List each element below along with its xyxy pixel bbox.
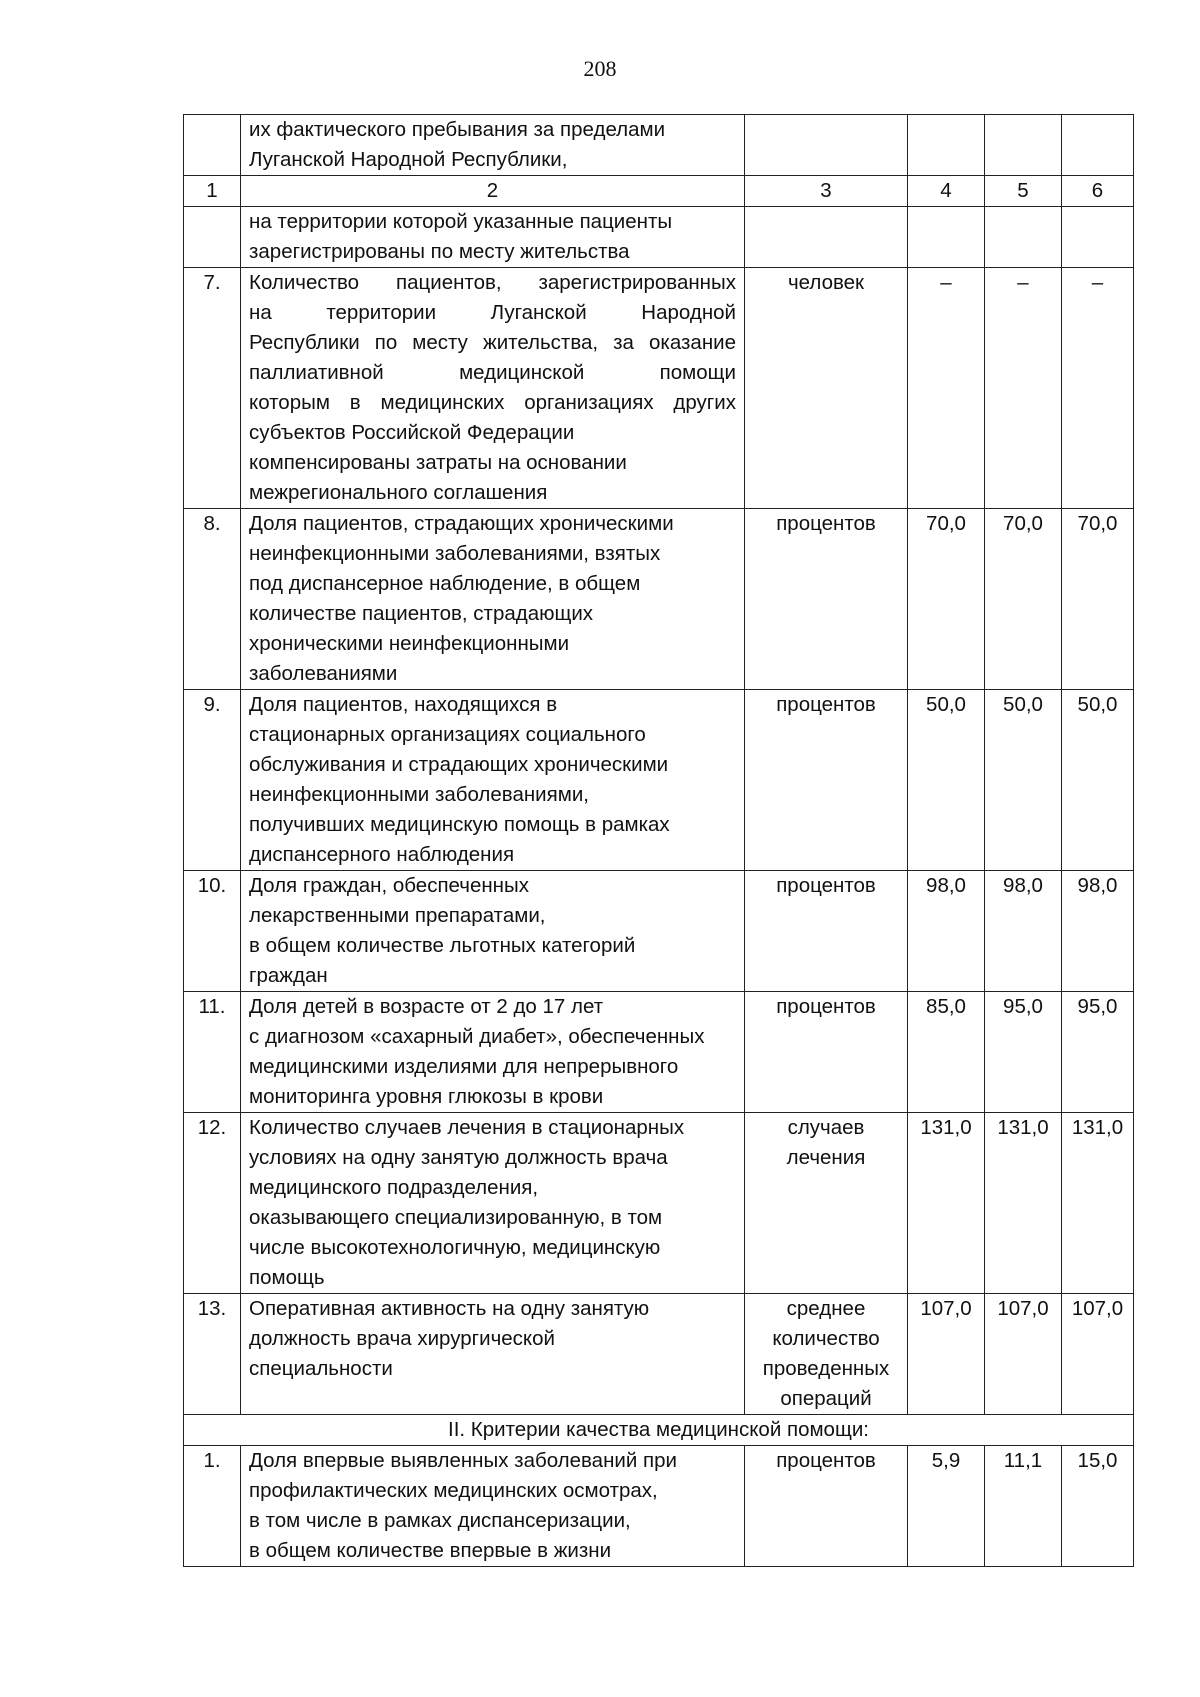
row-number: 7. [184,268,241,509]
row-unit [745,1113,908,1294]
row-value: 95,0 [985,992,1062,1113]
text-line: в том числе в рамках диспансеризации, [249,1509,631,1532]
text-line: неинфекционными заболеваниями, [249,783,589,806]
row-value: 95,0 [1062,992,1134,1113]
column-number: 2 [241,176,745,207]
text-line: в общем количестве льготных категорий [249,934,636,957]
row-number: 9. [184,690,241,871]
unit-line: процентов [776,1449,876,1472]
text-line: паллиативной медицинской помощи [249,361,736,384]
row-value: 131,0 [1062,1113,1134,1294]
table-row [184,992,1134,1113]
text-line: которым в медицинских организациях других [249,391,736,414]
text-line: специальности [249,1357,393,1380]
text-line: субъектов Российской Федерации [249,421,575,444]
text-line: в общем количестве впервые в жизни [249,1539,612,1562]
unit-line: процентов [776,693,876,716]
row-number: 12. [184,1113,241,1294]
text-line: Количество пациентов, зарегистрированных [249,271,736,294]
cell-value [985,207,1062,268]
text-line: Доля пациентов, страдающих хроническими [249,512,674,535]
cell-num [184,115,241,176]
cell-unit [745,207,908,268]
text-line: Луганской Народной Республики, [249,148,568,171]
unit-line: процентов [776,512,876,535]
table-row [184,871,1134,992]
row-value: 50,0 [908,690,985,871]
cell-num [184,207,241,268]
text-line: зарегистрированы по месту жительства [249,240,630,263]
row-number: 13. [184,1294,241,1415]
unit-line: человек [787,271,865,294]
text-line: неинфекционными заболеваниями, взятых [249,542,661,565]
text-line: на территории Луганской Народной [249,301,736,324]
row-value: – [985,268,1062,509]
row-value: 70,0 [908,509,985,690]
text-line: стационарных организациях социального [249,723,646,746]
table-row [184,1294,1134,1415]
text-line: под диспансерное наблюдение, в общем [249,572,641,595]
row-unit [745,992,908,1113]
row-description [241,1294,745,1415]
table-row [184,1113,1134,1294]
cell-description [241,115,745,176]
table-row [184,1446,1134,1567]
cell-description [241,207,745,268]
column-number: 6 [1062,176,1134,207]
row-value: 70,0 [985,509,1062,690]
text-line: лекарственными препаратами, [249,904,546,927]
row-unit [745,871,908,992]
column-number: 4 [908,176,985,207]
unit-line: среднее [786,1297,866,1320]
text-line: их фактического пребывания за пределами [249,118,666,141]
row-description [241,690,745,871]
text-line: должность врача хирургической [249,1327,555,1350]
text-line: хроническими неинфекционными [249,632,570,655]
row-description [241,992,745,1113]
page-number: 208 [583,56,617,81]
text-line: компенсированы затраты на основании [249,451,627,474]
section-row [184,1415,1134,1446]
row-value: 15,0 [1062,1446,1134,1567]
row-number: 1. [184,1446,241,1567]
text-line: медицинскими изделиями для непрерывного [249,1055,679,1078]
cell-value [908,207,985,268]
row-value: 98,0 [985,871,1062,992]
text-line: профилактических медицинских осмотрах, [249,1479,658,1502]
row-unit [745,1446,908,1567]
text-line: помощь [249,1266,325,1289]
text-line: мониторинга уровня глюкозы в крови [249,1085,604,1108]
text-line: получивших медицинскую помощь в рамках [249,813,670,836]
row-number: 8. [184,509,241,690]
row-description [241,268,745,509]
cell-unit [745,115,908,176]
row-value: 107,0 [985,1294,1062,1415]
row-description [241,1113,745,1294]
continuation-row [184,207,1134,268]
row-value: – [1062,268,1134,509]
table-row [184,690,1134,871]
table-row [184,509,1134,690]
row-value: 98,0 [1062,871,1134,992]
unit-line: количество [772,1327,880,1350]
cell-value [1062,115,1134,176]
cell-value [985,115,1062,176]
row-value: 131,0 [985,1113,1062,1294]
row-value: 98,0 [908,871,985,992]
row-value: 50,0 [1062,690,1134,871]
text-line: диспансерного наблюдения [249,843,515,866]
indicators-table [183,114,1134,1567]
row-description [241,871,745,992]
unit-line: процентов [776,995,876,1018]
text-line: обслуживания и страдающих хроническими [249,753,669,776]
text-line: Количество случаев лечения в стационарных [249,1116,685,1139]
row-value: 5,9 [908,1446,985,1567]
text-line: Республики по месту жительства, за оказание [249,331,736,354]
row-value: – [908,268,985,509]
unit-line: проведенных [762,1357,890,1380]
text-line: Доля детей в возрасте от 2 до 17 лет [249,995,604,1018]
unit-line: лечения [786,1146,866,1169]
row-description [241,1446,745,1567]
row-unit [745,268,908,509]
text-line: с диагнозом «сахарный диабет», обеспеченных [249,1025,705,1048]
column-number: 5 [985,176,1062,207]
section-title: II. Критерии качества медицинской помощи: [184,1415,1134,1446]
text-line: медицинского подразделения, [249,1176,539,1199]
row-value: 70,0 [1062,509,1134,690]
column-number-row [184,176,1134,207]
row-number: 10. [184,871,241,992]
text-line: условиях на одну занятую должность врача [249,1146,668,1169]
unit-line: процентов [776,874,876,897]
unit-line: операций [780,1387,872,1410]
row-value: 107,0 [908,1294,985,1415]
row-unit [745,1294,908,1415]
row-value: 131,0 [908,1113,985,1294]
text-line: Оперативная активность на одну занятую [249,1297,650,1320]
row-value: 50,0 [985,690,1062,871]
row-unit [745,690,908,871]
unit-line: случаев [787,1116,865,1139]
text-line: Доля граждан, обеспеченных [249,874,529,897]
text-line: Доля впервые выявленных заболеваний при [249,1449,677,1472]
text-line: Доля пациентов, находящихся в [249,693,558,716]
column-number: 1 [184,176,241,207]
text-line: на территории которой указанные пациенты [249,210,673,233]
row-description [241,509,745,690]
text-line: числе высокотехнологичную, медицинскую [249,1236,661,1259]
row-unit [745,509,908,690]
row-value: 85,0 [908,992,985,1113]
row-value: 11,1 [985,1446,1062,1567]
cell-value [908,115,985,176]
text-line: количестве пациентов, страдающих [249,602,594,625]
column-number: 3 [745,176,908,207]
text-line: межрегионального соглашения [249,481,548,504]
text-line: граждан [249,964,328,987]
continuation-row [184,115,1134,176]
table-row [184,268,1134,509]
text-line: заболеваниями [249,662,398,685]
cell-value [1062,207,1134,268]
row-value: 107,0 [1062,1294,1134,1415]
text-line: оказывающего специализированную, в том [249,1206,663,1229]
row-number: 11. [184,992,241,1113]
